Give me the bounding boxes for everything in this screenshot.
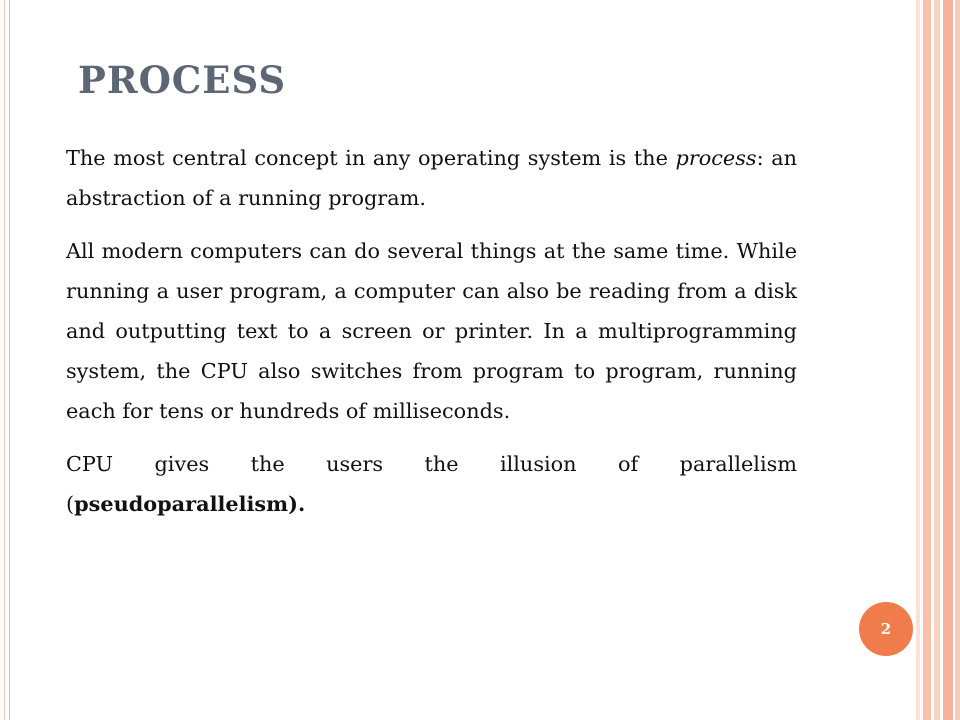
paragraph-text: CPU gives the users the illusion of parallelism ( (66, 452, 797, 516)
emphasis-process: process (675, 146, 757, 170)
left-border-frame (0, 0, 10, 720)
paragraph-text: The most central concept in any operating system is the (66, 146, 676, 170)
decorative-right-stripes (916, 0, 960, 720)
slide-body (66, 138, 797, 537)
paragraph-text: : an abstraction of a running program. (66, 146, 797, 210)
paragraph-multiprogramming: All modern computers can do several things at the same time. While running a user program, a computer can also be reading from a disk and outputting text to a screen or printer. In a multiprogramming system, the CPU also switches from program to program, running each for tens or hundreds of milliseconds. (66, 239, 797, 423)
slide-title: PROCESS (78, 58, 287, 102)
page-number-badge: 2 (859, 602, 913, 656)
emphasis-pseudoparallelism: pseudoparallelism). (74, 491, 306, 516)
paragraph-pseudoparallelism (66, 444, 797, 524)
paragraph-process-definition (66, 138, 797, 218)
